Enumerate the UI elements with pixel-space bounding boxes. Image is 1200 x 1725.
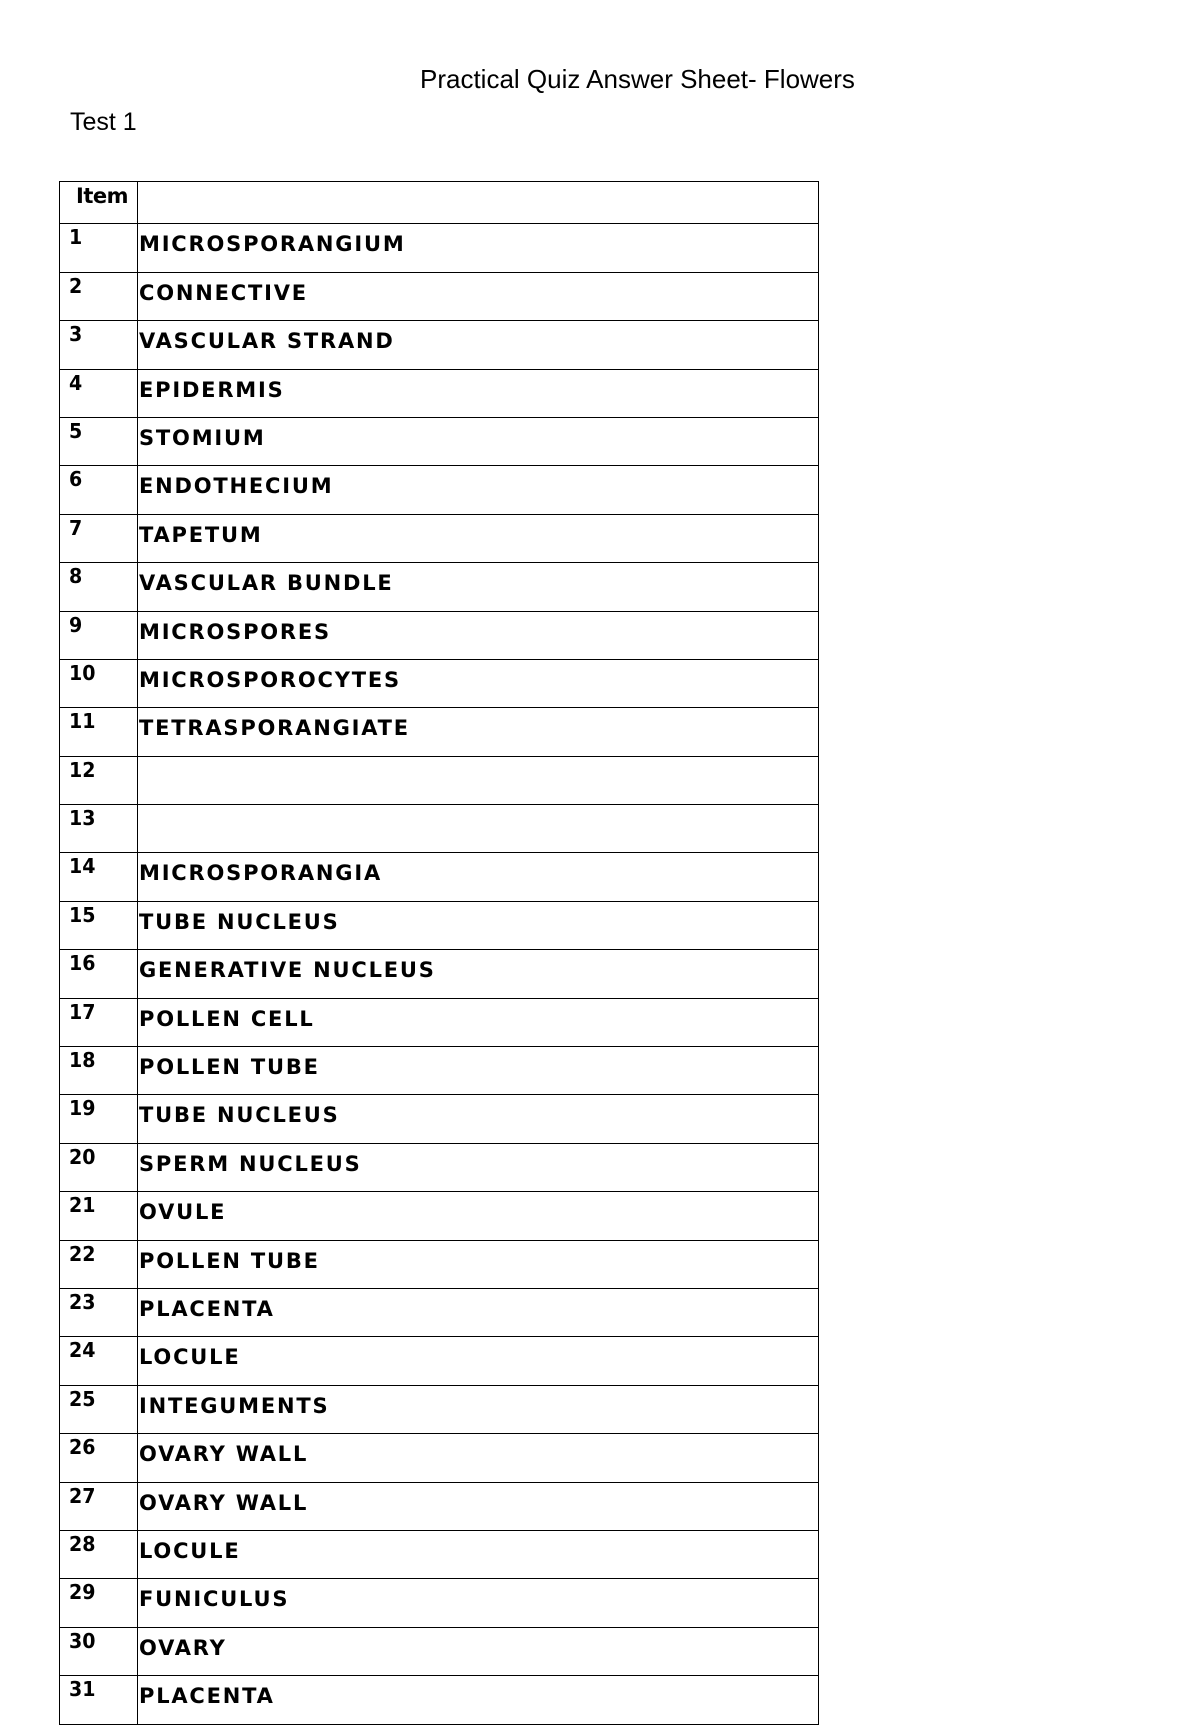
answer-text: PLACENTA: [138, 1288, 819, 1336]
table-row: [60, 321, 819, 369]
page-title: Practical Quiz Answer Sheet- Flowers: [420, 64, 855, 94]
answer-text: TETRASPORANGIATE: [138, 708, 819, 756]
table-row: [60, 514, 819, 562]
item-number: 11: [60, 708, 134, 756]
item-number: 29: [60, 1579, 134, 1627]
item-number: 27: [60, 1482, 134, 1530]
item-number: 7: [60, 514, 134, 562]
table-row: [60, 1627, 819, 1675]
table-row: [60, 1482, 819, 1530]
item-number: 3: [60, 321, 134, 369]
table-row: [60, 659, 819, 707]
answer-text: VASCULAR STRAND: [138, 321, 819, 369]
item-number: 14: [60, 853, 134, 901]
item-number: 28: [60, 1530, 134, 1578]
answer-text: INTEGUMENTS: [138, 1385, 819, 1433]
answer-text: VASCULAR BUNDLE: [138, 563, 819, 611]
answer-text: MICROSPORANGIA: [138, 853, 819, 901]
item-number: 24: [60, 1337, 134, 1385]
answer-text: FUNICULUS: [138, 1579, 819, 1627]
table-row: [60, 1192, 819, 1240]
table-row: [60, 950, 819, 998]
answer-text: POLLEN CELL: [138, 998, 819, 1046]
answer-text: [138, 805, 819, 853]
answer-text: MICROSPOROCYTES: [138, 659, 819, 707]
item-number: 8: [60, 563, 134, 611]
item-number: 31: [60, 1676, 134, 1724]
table-row: [60, 1579, 819, 1627]
answer-rows: [60, 224, 819, 1724]
table-row: [60, 998, 819, 1046]
table-row: [60, 563, 819, 611]
table-row: [60, 708, 819, 756]
answer-column-header: [138, 182, 819, 224]
item-number: 19: [60, 1095, 134, 1143]
item-number: 21: [60, 1192, 134, 1240]
answer-text: LOCULE: [138, 1530, 819, 1578]
item-number: 13: [60, 805, 134, 853]
answer-text: OVULE: [138, 1192, 819, 1240]
answer-text: OVARY WALL: [138, 1482, 819, 1530]
item-number: 4: [60, 369, 134, 417]
answer-text: POLLEN TUBE: [138, 1240, 819, 1288]
item-number: 10: [60, 659, 134, 707]
answer-text: POLLEN TUBE: [138, 1047, 819, 1095]
table-row: [60, 1288, 819, 1336]
item-number: 23: [60, 1288, 134, 1336]
answer-text: CONNECTIVE: [138, 272, 819, 320]
answer-text: MICROSPORANGIUM: [138, 224, 819, 272]
answer-text: TUBE NUCLEUS: [138, 901, 819, 949]
table-row: [60, 466, 819, 514]
item-number: 16: [60, 950, 134, 998]
item-column-header: Item: [60, 182, 138, 224]
answer-text: GENERATIVE NUCLEUS: [138, 950, 819, 998]
item-number: 22: [60, 1240, 134, 1288]
table-row: [60, 756, 819, 804]
item-number: 5: [60, 417, 134, 465]
table-row: [60, 853, 819, 901]
table-row: [60, 224, 819, 272]
answer-text: SPERM NUCLEUS: [138, 1143, 819, 1191]
table-row: [60, 901, 819, 949]
table-row: [60, 805, 819, 853]
table-row: [60, 611, 819, 659]
table-header-row: [60, 182, 819, 224]
item-number: 9: [60, 611, 134, 659]
item-number: 26: [60, 1434, 134, 1482]
item-number: 18: [60, 1047, 134, 1095]
item-number: 20: [60, 1143, 134, 1191]
answer-text: [138, 756, 819, 804]
table-row: [60, 417, 819, 465]
answer-text: STOMIUM: [138, 417, 819, 465]
table-row: [60, 1337, 819, 1385]
table-row: [60, 1676, 819, 1724]
item-number: 15: [60, 901, 134, 949]
item-number: 6: [60, 466, 134, 514]
table-row: [60, 1385, 819, 1433]
answer-text: LOCULE: [138, 1337, 819, 1385]
table-row: [60, 1240, 819, 1288]
answer-text: TUBE NUCLEUS: [138, 1095, 819, 1143]
answer-text: PLACENTA: [138, 1676, 819, 1724]
answer-text: ENDOTHECIUM: [138, 466, 819, 514]
answer-text: TAPETUM: [138, 514, 819, 562]
answer-text: OVARY: [138, 1627, 819, 1675]
table-row: [60, 272, 819, 320]
answer-text: OVARY WALL: [138, 1434, 819, 1482]
item-number: 17: [60, 998, 134, 1046]
test-label: Test 1: [70, 108, 137, 136]
table-row: [60, 1530, 819, 1578]
answer-table: [59, 181, 819, 1725]
table-row: [60, 369, 819, 417]
table-row: [60, 1095, 819, 1143]
item-number: 1: [60, 224, 134, 272]
answer-text: EPIDERMIS: [138, 369, 819, 417]
table-row: [60, 1434, 819, 1482]
table-row: [60, 1143, 819, 1191]
item-number: 30: [60, 1627, 134, 1675]
table-row: [60, 1047, 819, 1095]
answer-text: MICROSPORES: [138, 611, 819, 659]
item-number: 12: [60, 756, 134, 804]
item-number: 2: [60, 272, 134, 320]
item-number: 25: [60, 1385, 134, 1433]
